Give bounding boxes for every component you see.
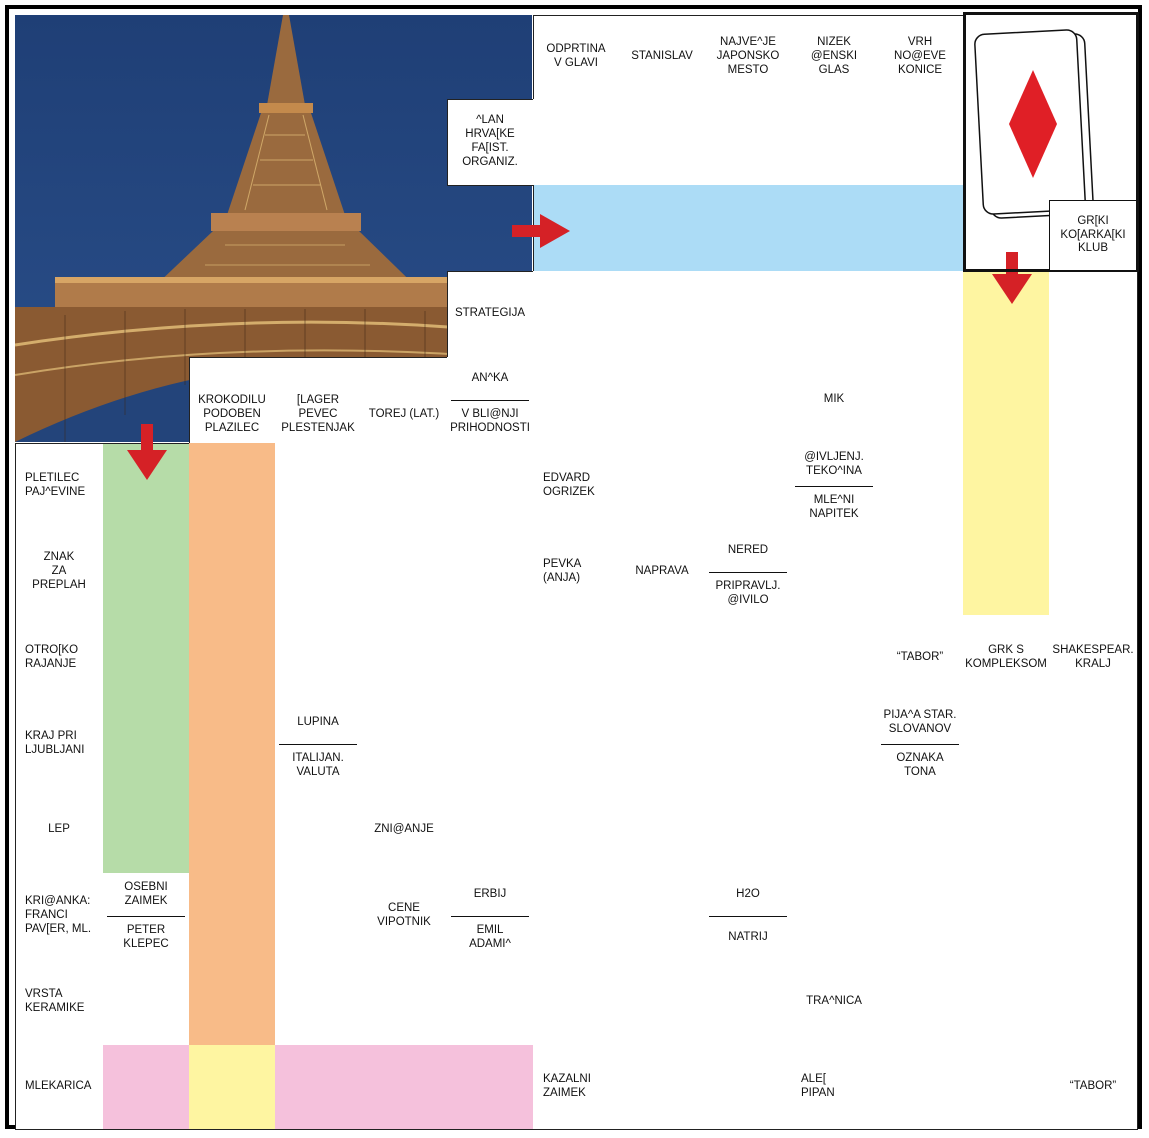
- arrow-down-icon: [127, 424, 167, 480]
- clue-emil: EMIL ADAMI^: [469, 923, 511, 950]
- grid-cell[interactable]: [275, 443, 362, 530]
- clue-tracnica: TRA^NICA: [806, 995, 862, 1008]
- clue-grks: GRK S KOMPLEKSOM: [965, 644, 1047, 670]
- clue-shakespear: SHAKESPEAR. KRALJ: [1052, 644, 1134, 670]
- clue-clan: ^LAN HRVA[KE FA[IST. ORGANIZ.: [462, 114, 518, 168]
- answer-cell-orange[interactable]: [189, 787, 276, 874]
- answer-cell-blue[interactable]: [791, 185, 878, 272]
- clue-naprava: NAPRAVA: [635, 565, 689, 578]
- answer-cell-yellow[interactable]: [963, 529, 1050, 616]
- grid-cell[interactable]: [619, 615, 706, 702]
- grid-cell[interactable]: [447, 529, 534, 616]
- answer-cell-yellow[interactable]: [963, 357, 1050, 444]
- grid-cell[interactable]: [791, 701, 878, 788]
- clue-mlecni: MLE^NI NAPITEK: [809, 493, 859, 520]
- clue-ancka: AN^KA: [471, 371, 509, 384]
- clue-lupina: LUPINA: [297, 715, 339, 728]
- clue-strategija: STRATEGIJA: [454, 307, 526, 320]
- grid-cell[interactable]: [619, 271, 706, 358]
- grid-cell[interactable]: [877, 99, 964, 186]
- grid-cell[interactable]: [619, 443, 706, 530]
- grid-cell[interactable]: [275, 615, 362, 702]
- grid-cell[interactable]: [791, 271, 878, 358]
- clue-erbij: ERBIJ: [473, 887, 507, 900]
- grid-cell[interactable]: [705, 787, 792, 874]
- grid-cell[interactable]: [791, 873, 878, 960]
- grid-cell[interactable]: [361, 529, 448, 616]
- clue-pletilec: PLETILEC PAJ^EVINE: [25, 472, 86, 498]
- clue-lep: LEP: [48, 823, 70, 836]
- clue-nered: NERED: [727, 543, 769, 556]
- grid-cell[interactable]: [705, 959, 792, 1046]
- grid-cell[interactable]: [1049, 701, 1138, 788]
- grid-cell[interactable]: [447, 443, 534, 530]
- clue-vrh: VRH NO@EVE KONICE: [894, 36, 946, 76]
- grid-cell[interactable]: [877, 873, 964, 960]
- clue-stanislav: STANISLAV: [631, 50, 693, 63]
- answer-cell-pink[interactable]: [361, 1045, 448, 1130]
- answer-cell-green[interactable]: [103, 787, 190, 874]
- grid-cell[interactable]: [1049, 873, 1138, 960]
- grid-cell[interactable]: [533, 615, 620, 702]
- clue-najvecje: NAJVE^JE JAPONSKO MESTO: [716, 36, 780, 76]
- clue-otroskoraj: OTRO[KO RAJANJE: [25, 644, 79, 670]
- grid-cell[interactable]: [361, 959, 448, 1046]
- clue-pijaca: PIJA^A STAR. SLOVANOV: [883, 708, 957, 735]
- grid-cell[interactable]: [877, 529, 964, 616]
- grid-cell[interactable]: [877, 1045, 964, 1130]
- grid-cell[interactable]: [705, 615, 792, 702]
- clue-mlekarica: MLEKARICA: [25, 1080, 92, 1093]
- grid-cell[interactable]: [877, 357, 964, 444]
- answer-cell-pink[interactable]: [447, 1045, 534, 1130]
- clue-osebni: OSEBNI ZAIMEK: [124, 880, 168, 907]
- clue-kazalni: KAZALNI ZAIMEK: [543, 1073, 591, 1099]
- grid-cell[interactable]: [1049, 787, 1138, 874]
- answer-cell-blue[interactable]: [705, 185, 792, 272]
- grid-cell[interactable]: [963, 787, 1050, 874]
- grid-cell[interactable]: [877, 787, 964, 874]
- clue-znizanje: ZNI@ANJE: [374, 823, 434, 836]
- grid-cell[interactable]: [705, 443, 792, 530]
- clue-oznaka: OZNAKA TONA: [896, 751, 944, 778]
- grid-cell[interactable]: [447, 787, 534, 874]
- grid-cell[interactable]: [705, 99, 792, 186]
- clue-torej: TOREJ (LAT.): [368, 408, 440, 421]
- clue-kraj: KRAJ PRI LJUBLJANI: [25, 730, 85, 756]
- grid-cell[interactable]: [447, 701, 534, 788]
- clue-h2o: H2O: [736, 887, 760, 900]
- clue-vrsta: VRSTA KERAMIKE: [25, 988, 85, 1014]
- answer-cell-blue[interactable]: [619, 185, 706, 272]
- clue-znak: ZNAK ZA PREPLAH: [32, 551, 86, 591]
- grid-cell[interactable]: [963, 1045, 1050, 1130]
- answer-cell-orange[interactable]: [189, 701, 276, 788]
- clue-grski: GR[KI KO[ARKA[KI KLUB: [1049, 200, 1137, 271]
- grid-cell[interactable]: [447, 959, 534, 1046]
- answer-cell-orange[interactable]: [189, 615, 276, 702]
- clue-tabor2: “TABOR”: [1069, 1080, 1117, 1093]
- grid-cell[interactable]: [533, 787, 620, 874]
- clue-pripravlj: PRIPRAVLJ. @IVILO: [715, 579, 781, 606]
- clue-cene: CENE VIPOTNIK: [377, 902, 431, 928]
- answer-cell-orange[interactable]: [189, 529, 276, 616]
- clue-pevka: PEVKA (ANJA): [543, 558, 582, 584]
- answer-cell-orange[interactable]: [189, 873, 276, 960]
- answer-cell-green[interactable]: [103, 701, 190, 788]
- grid-cell[interactable]: [533, 271, 620, 358]
- grid-cell[interactable]: [963, 873, 1050, 960]
- grid-cell[interactable]: [791, 787, 878, 874]
- grid-cell[interactable]: [619, 99, 706, 186]
- grid-cell[interactable]: [533, 959, 620, 1046]
- grid-cell[interactable]: [705, 357, 792, 444]
- answer-cell-green[interactable]: [103, 529, 190, 616]
- grid-cell[interactable]: [275, 529, 362, 616]
- clue-odprtina: ODPRTINA V GLAVI: [546, 43, 606, 69]
- grid-cell[interactable]: [275, 873, 362, 960]
- clue-vblizini: V BLI@NJI PRIHODNOSTI: [450, 407, 530, 434]
- arrow-down-icon: [992, 252, 1032, 304]
- grid-cell[interactable]: [791, 99, 878, 186]
- grid-cell[interactable]: [791, 615, 878, 702]
- grid-cell[interactable]: [877, 443, 964, 530]
- clue-krizanka: KRI@ANKA: FRANCI PAV[ER, ML.: [25, 895, 92, 935]
- grid-cell[interactable]: [705, 701, 792, 788]
- clue-edvard: EDVARD OGRIZEK: [543, 472, 595, 498]
- grid-cell[interactable]: [619, 787, 706, 874]
- grid-cell[interactable]: [619, 701, 706, 788]
- grid-cell[interactable]: [705, 271, 792, 358]
- clue-peter: PETER KLEPEC: [123, 923, 169, 950]
- clue-nizek: NIZEK @ENSKI GLAS: [810, 36, 858, 76]
- grid-cell[interactable]: [963, 701, 1050, 788]
- answer-cell-orange[interactable]: [189, 959, 276, 1046]
- answer-cell-green[interactable]: [103, 615, 190, 702]
- clue-krokodilu: KROKODILU PODOBEN PLAZILEC: [198, 394, 266, 434]
- grid-cell[interactable]: [705, 1045, 792, 1130]
- answer-cell-pink[interactable]: [103, 1045, 190, 1130]
- grid-cell[interactable]: [791, 529, 878, 616]
- grid-cell[interactable]: [361, 443, 448, 530]
- grid-cell[interactable]: [533, 99, 620, 186]
- grid-cell[interactable]: [1049, 271, 1138, 358]
- grid-cell[interactable]: [533, 357, 620, 444]
- grid-cell[interactable]: [103, 959, 190, 1046]
- arrow-right-icon: [512, 214, 570, 248]
- grid-cell[interactable]: [275, 959, 362, 1046]
- answer-cell-orange[interactable]: [189, 443, 276, 530]
- clue-tabor1: “TABOR”: [896, 651, 944, 664]
- answer-cell-yellow[interactable]: [189, 1045, 276, 1130]
- grid-cell[interactable]: [361, 615, 448, 702]
- clue-natrij: NATRIJ: [728, 930, 768, 943]
- grid-cell[interactable]: [1049, 357, 1138, 444]
- grid-cell[interactable]: [619, 959, 706, 1046]
- answer-cell-blue[interactable]: [877, 185, 964, 272]
- clue-mik: MIK: [823, 393, 845, 406]
- grid-cell[interactable]: [447, 615, 534, 702]
- grid-cell[interactable]: [1049, 529, 1138, 616]
- answer-cell-pink[interactable]: [275, 1045, 362, 1130]
- grid-cell[interactable]: [1049, 959, 1138, 1046]
- grid-cell[interactable]: [877, 959, 964, 1046]
- grid-cell[interactable]: [275, 787, 362, 874]
- grid-cell[interactable]: [619, 873, 706, 960]
- clue-ales: ALE[ PIPAN: [801, 1073, 835, 1099]
- grid-cell[interactable]: [619, 357, 706, 444]
- clue-italijan: ITALIJAN. VALUTA: [292, 751, 344, 778]
- clue-zivljenj: @IVLJENJ. TEKO^INA: [804, 450, 864, 477]
- grid-cell[interactable]: [619, 1045, 706, 1130]
- grid-cell[interactable]: [877, 271, 964, 358]
- answer-cell-yellow[interactable]: [963, 443, 1050, 530]
- clue-slager: [LAGER PEVEC PLESTENJAK: [281, 394, 355, 434]
- grid-cell[interactable]: [1049, 443, 1138, 530]
- grid-cell[interactable]: [361, 701, 448, 788]
- grid-cell[interactable]: [533, 873, 620, 960]
- grid-cell[interactable]: [533, 701, 620, 788]
- grid-cell[interactable]: [963, 959, 1050, 1046]
